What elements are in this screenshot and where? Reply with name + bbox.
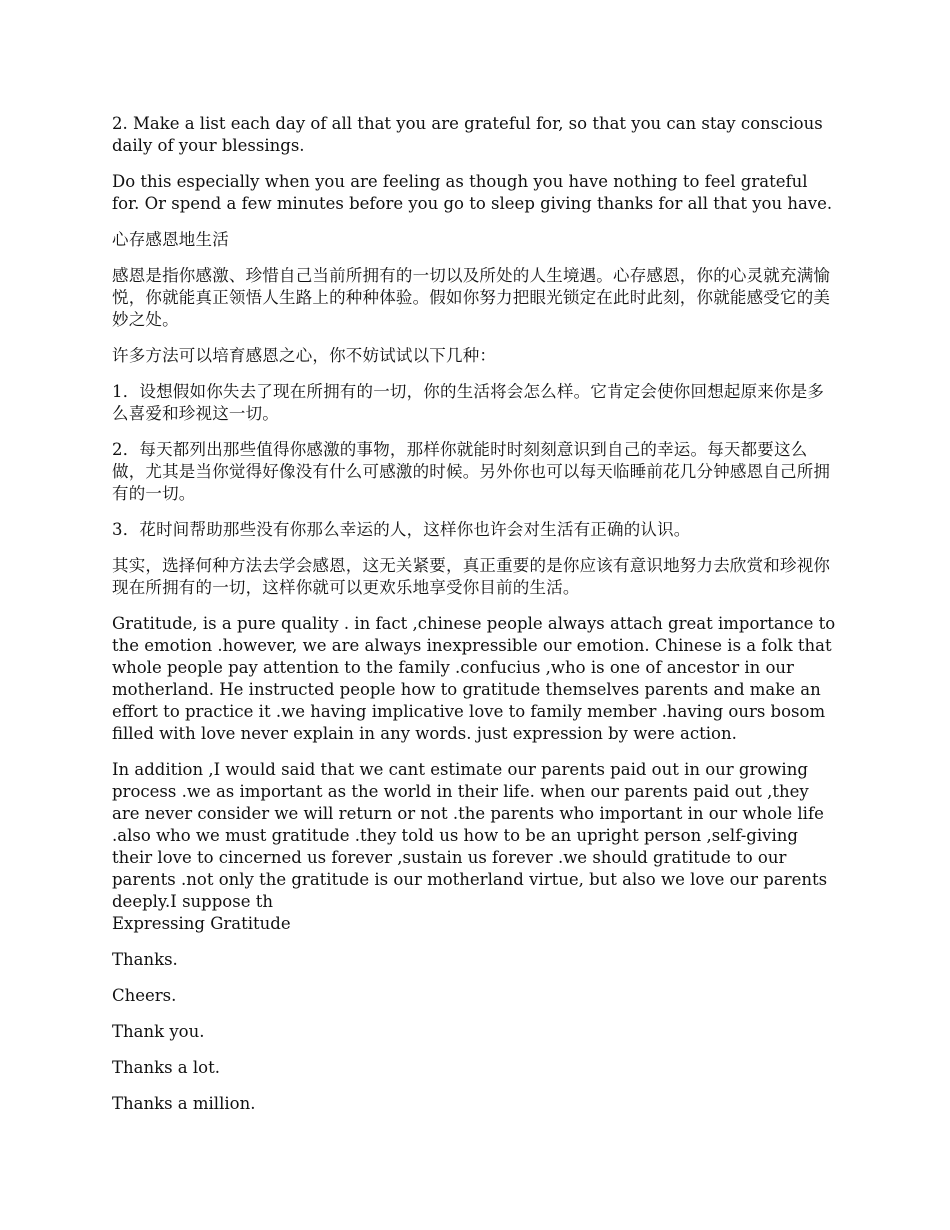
inline-heading-expressing-gratitude: Expressing Gratitude: [112, 914, 291, 933]
document-page: [112, 113, 840, 1129]
paragraph-list-item-2: 2. Make a list each day of all that you are grateful for, so that you can stay conscious daily of your blessings.: [112, 114, 823, 155]
paragraph-in-addition-text: In addition ,I would said that we cant estimate our parents paid out in our growing process .we as important as the world in their life. when our parents paid out ,they are never consider we will return or not .the parents who important in our whole life .also who we must gratitude .they told us how to be an upright person ,self-giving their love to cincerned us forever ,sustain us forever .we should gratitude to our parents .not only the gratitude is our motherland virtue, but also we love our parents deeply.I suppose th: [112, 760, 828, 911]
paragraph-do-this: Do this especially when you are feeling as though you have nothing to feel grateful for. Or spend a few minutes before you go to sleep giving thanks for all that you have.: [112, 172, 833, 213]
paragraph-gratitude-essay: Gratitude, is a pure quality . in fact ,chinese people always attach great importance to the emotion .however, we are always inexpressible our emotion. Chinese is a folk that whole people pay attention to the family .confucius ,who is one of ancestor in our motherland. He instructed people how to gratitude themselves parents and make an effort to practice it .we having implicative love to family member .having ours bosom filled with love never explain in any words. just expression by were action.: [112, 614, 836, 743]
phrase-cheers: Cheers.: [112, 986, 177, 1005]
paragraph-cjk-method-3: 3．花时间帮助那些没有你那么幸运的人，这样你也许会对生活有正确的认识。: [112, 520, 691, 539]
phrase-thanks-a-lot: Thanks a lot.: [112, 1058, 220, 1077]
paragraph-cjk-conclusion: 其实，选择何种方法去学会感恩，这无关紧要，真正重要的是你应该有意识地努力去欣赏和珍视你现在所拥有的一切，这样你就可以更欢乐地享受你目前的生活。: [112, 556, 831, 597]
paragraph-cjk-method-1: 1．设想假如你失去了现在所拥有的一切，你的生活将会怎么样。它肯定会使你回想起原来你是多么喜爱和珍视这一切。: [112, 382, 825, 423]
paragraph-cjk-heading: 心存感恩地生活: [112, 230, 229, 249]
paragraph-in-addition: [112, 759, 840, 935]
paragraph-cjk-methods: 许多方法可以培育感恩之心，你不妨试试以下几种：: [112, 346, 497, 365]
paragraph-cjk-intro: 感恩是指你感激、珍惜自己当前所拥有的一切以及所处的人生境遇。心存感恩，你的心灵就充满愉悦，你就能真正领悟人生路上的种种体验。假如你努力把眼光锁定在此时此刻，你就能感受它的美妙之处。: [112, 266, 831, 329]
phrase-thanks: Thanks.: [112, 950, 178, 969]
phrase-thanks-a-million: Thanks a million.: [112, 1094, 256, 1113]
phrase-thank-you: Thank you.: [112, 1022, 205, 1041]
paragraph-cjk-method-2: 2．每天都列出那些值得你感激的事物，那样你就能时时刻刻意识到自己的幸运。每天都要这么做，尤其是当你觉得好像没有什么可感激的时候。另外你也可以每天临睡前花几分钟感恩自己所拥有的一切。: [112, 440, 831, 503]
